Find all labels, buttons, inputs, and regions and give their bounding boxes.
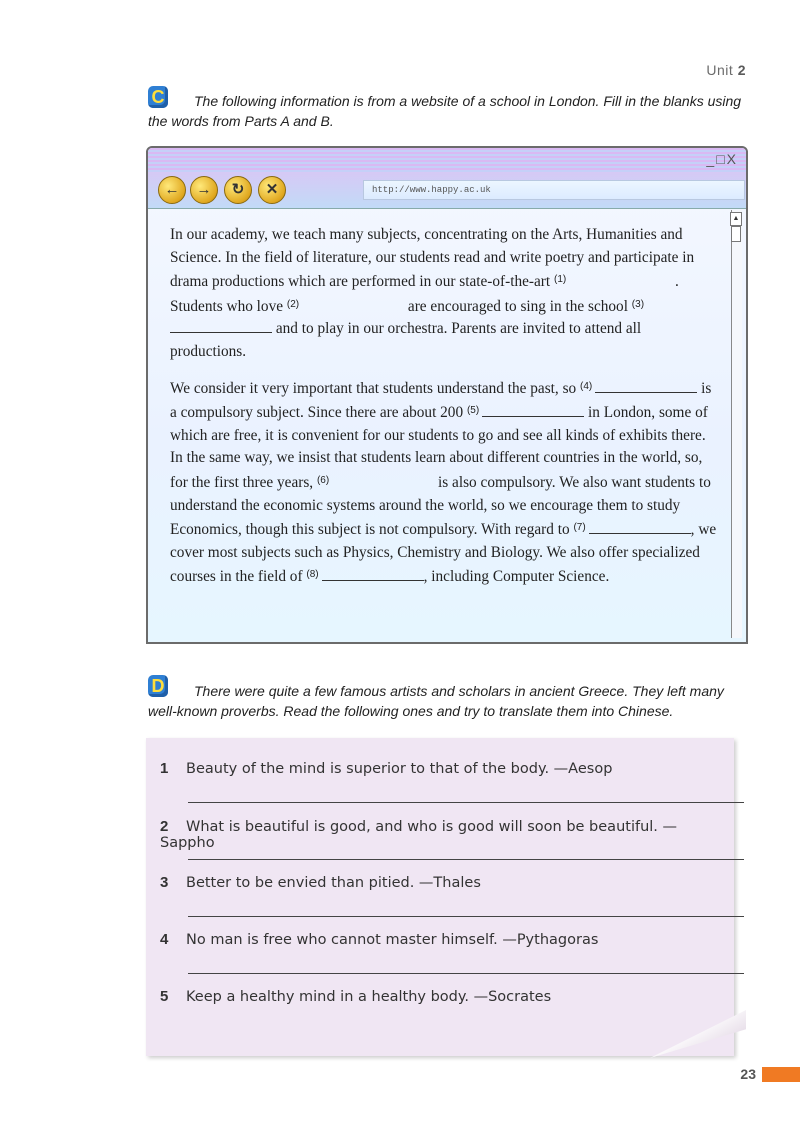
para2-text-7: including Computer Science. xyxy=(431,568,610,586)
proverb-5 xyxy=(160,988,730,1005)
stop-icon[interactable]: ✕ xyxy=(258,176,286,204)
page-number: 23 xyxy=(740,1066,756,1082)
refresh-icon[interactable]: ↻ xyxy=(224,176,252,204)
para1-text-4: and to play in our orchestra. Parents are invited to attend all productions. xyxy=(170,320,642,360)
paragraph-2 xyxy=(170,376,720,589)
blank-4[interactable] xyxy=(595,378,697,393)
para1-text-2: . Students who love xyxy=(170,273,679,315)
blank-8[interactable] xyxy=(322,566,424,581)
answer-line-4[interactable] xyxy=(188,973,744,974)
proverb-3 xyxy=(160,874,730,891)
para2-text-6: , xyxy=(423,568,428,586)
proverb-text: What is beautiful is good, and who is good will soon be beautiful. —Sappho xyxy=(160,819,678,851)
proverbs-note xyxy=(146,738,734,1056)
unit-label xyxy=(706,62,746,78)
para1-text-3: are encouraged to sing in the school xyxy=(407,297,628,315)
blank-5[interactable] xyxy=(482,402,584,417)
blank-number-8: (8) xyxy=(306,569,319,581)
section-c-instruction: The following information is from a website of a school in London. Fill in the blanks using the words from Parts A and B. xyxy=(148,93,742,129)
blank-2[interactable] xyxy=(302,296,404,311)
blank-6[interactable] xyxy=(332,472,434,487)
proverb-4 xyxy=(160,931,730,948)
scroll-up-icon[interactable]: ▲ xyxy=(730,212,742,226)
proverb-number: 2 xyxy=(160,818,169,835)
unit-number: 2 xyxy=(737,62,746,78)
browser-toolbar xyxy=(148,172,746,209)
proverb-text: Keep a healthy mind in a healthy body. —Socrates xyxy=(186,989,552,1005)
section-d-instruction: There were quite a few famous artists and scholars in ancient Greece. They left many well-known proverbs. Read the following ones and try to translate them into Chinese. xyxy=(148,683,724,719)
forward-arrow-icon[interactable]: → xyxy=(190,176,218,204)
section-c-badge: C xyxy=(148,86,168,108)
blank-1[interactable] xyxy=(569,271,671,286)
answer-line-1[interactable] xyxy=(188,802,744,803)
blank-number-2: (2) xyxy=(286,298,300,310)
blank-3[interactable] xyxy=(170,318,272,333)
para2-text-4: is also compulsory. We also want students to understand the economic systems around the world, so we encourage them to study Economics, though this subject is not compulsory. With regard to xyxy=(170,473,711,539)
unit-word: Unit xyxy=(706,62,734,78)
window-controls-icon[interactable]: _□X xyxy=(706,151,738,167)
blank-number-6: (6) xyxy=(316,474,330,486)
answer-line-3[interactable] xyxy=(188,916,744,917)
answer-line-2[interactable] xyxy=(188,859,744,860)
back-arrow-icon[interactable]: ← xyxy=(158,176,186,204)
paragraph-1 xyxy=(170,224,720,364)
proverb-1 xyxy=(160,760,730,777)
proverb-text: Better to be envied than pitied. —Thales xyxy=(186,875,481,891)
section-d-badge: D xyxy=(148,675,168,697)
proverb-2 xyxy=(160,818,730,851)
address-bar[interactable]: http://www.happy.ac.uk xyxy=(363,180,745,200)
proverb-number: 1 xyxy=(160,760,169,777)
blank-7[interactable] xyxy=(589,519,691,534)
page-number-bar xyxy=(762,1067,800,1082)
para2-text-3: in London, some of which are free, it is convenient for our students to go and see all kinds of exhibits there. In the same way, we insist that students learn about different countries in the world, so, for the first three years, xyxy=(170,404,708,491)
para1-text-1: In our academy, we teach many subjects, concentrating on the Arts, Humanities and Science. In the field of literature, our students read and write poetry and participate in drama productions which are performed in our state-of-the-art xyxy=(170,226,695,291)
blank-number-5: (5) xyxy=(466,405,480,417)
scrollbar[interactable] xyxy=(731,210,742,638)
proverb-number: 5 xyxy=(160,988,169,1005)
scroll-thumb[interactable] xyxy=(731,226,741,242)
blank-number-3: (3) xyxy=(631,298,645,310)
blank-number-7: (7) xyxy=(573,522,586,534)
browser-titlebar xyxy=(148,148,746,172)
proverb-number: 3 xyxy=(160,874,169,891)
browser-window xyxy=(146,146,748,644)
blank-number-1: (1) xyxy=(553,274,567,286)
proverb-text: No man is free who cannot master himself. —Pythagoras xyxy=(186,932,599,948)
proverb-text: Beauty of the mind is superior to that of the body. —Aesop xyxy=(186,761,613,777)
para2-text-2: is a compulsory subject. Since there are about 200 xyxy=(170,379,712,422)
para2-text-1: We consider it very important that students understand the past, so xyxy=(170,379,577,397)
proverb-number: 4 xyxy=(160,931,169,948)
page-content xyxy=(170,224,720,601)
blank-number-4: (4) xyxy=(580,380,593,392)
para2-text-5: , we cover most subjects such as Physics, Chemistry and Biology. We also offer specialized courses in the field of xyxy=(170,521,717,586)
